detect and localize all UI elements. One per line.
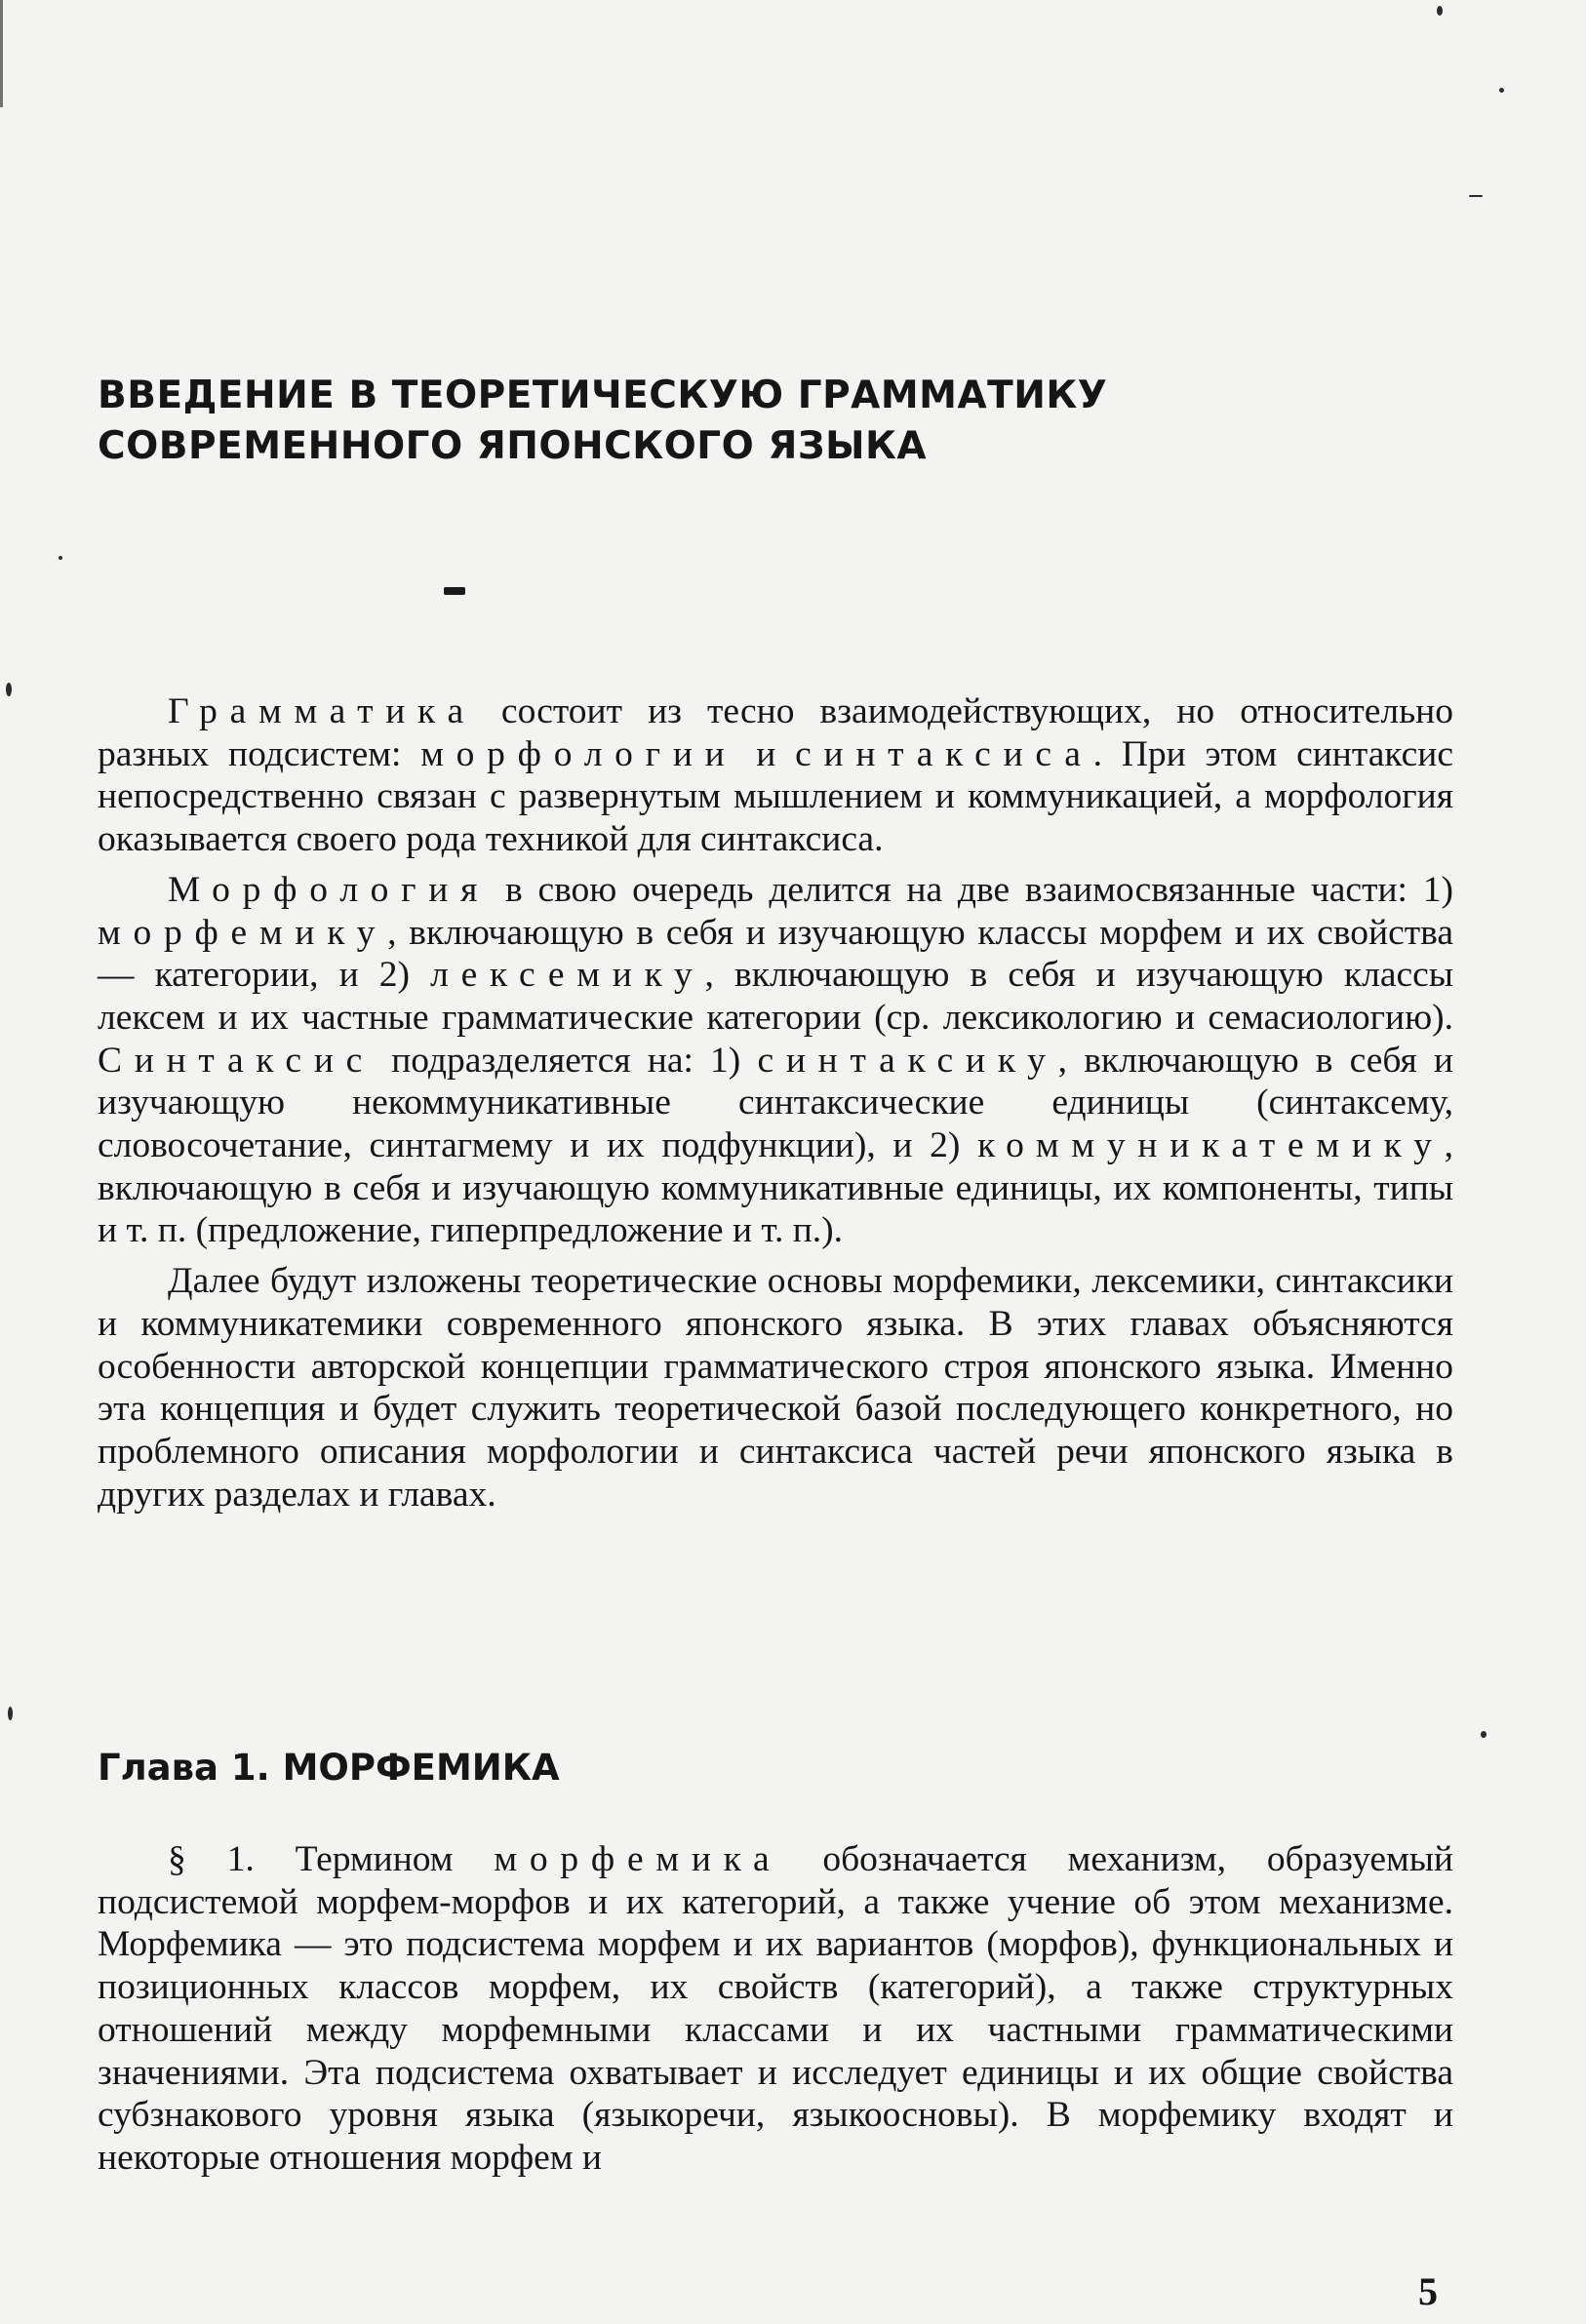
chapter-heading: Глава 1. МОРФЕМИКА [98, 1747, 560, 1789]
term-morphology: морфологии [420, 733, 737, 774]
book-title-line-2: СОВРЕМЕННОГО ЯПОНСКОГО ЯЗЫКА [98, 424, 928, 468]
scan-speck [1469, 195, 1483, 197]
term-morphemics: морфемику [98, 912, 388, 953]
scan-speck [1437, 6, 1443, 16]
introduction-text [98, 690, 1453, 1516]
term-morphemics-2: морфемика [494, 1839, 782, 1879]
term-grammar: Грамматика [168, 691, 476, 731]
intro-paragraph-1: Грамматика состоит из тесно взаимодействующих, но относительно разных подсистем: морфологии и синтаксиса. При этом синтаксис непосредственно связан с развернутым мышлением и коммуникацией, а морфология оказывается своего рода техникой для синтаксиса. [98, 691, 1453, 860]
term-morphology-2: Морфология [168, 869, 491, 910]
term-syntax: синтаксиса [795, 733, 1093, 774]
section-1-paragraph: § 1. Термином морфемика обозначается механизм, образуемый подсистемой морфем-морфов и их категорий, а также учение об этом механизме. Морфемика — это подсистема морфем и их вариантов (морфов), функциональных и позиционных классов морфем, их свойств (категорий), а также структурных отношений между морфемными классами и их частными грамматическими значениями. Эта подсистема охватывает и исследует единицы и их общие свойства субзнакового уровня языка (языкоречи, языкоосновы). В морфемику входят и некоторые отношения морфем и [98, 1839, 1453, 2178]
term-communicatemics: коммуникатемику [977, 1125, 1445, 1166]
book-title [98, 371, 1366, 472]
decorative-dash [444, 587, 465, 595]
term-syntax-2: Синтаксис [98, 1040, 376, 1081]
book-title-line-1: ВВЕДЕНИЕ В ТЕОРЕТИЧЕСКУЮ ГРАММАТИКУ [98, 374, 1108, 417]
page-number: 5 [1418, 2269, 1438, 2313]
intro-paragraph-3: Далее будут изложены теоретические основы морфемики, лексемики, синтаксики и коммуникатемики современного японского языка. В этих главах объясняются особенности авторской концепции грамматического строя японского языка. Именно эта концепция и будет служить теоретической базой последующего конкретного, но проблемного описания морфологии и синтаксиса частей речи японского языка в других разделах и главах. [98, 1261, 1453, 1515]
scan-speck [1499, 88, 1504, 93]
scan-speck [1481, 1731, 1487, 1738]
section-1-text [98, 1838, 1453, 2180]
term-syntaxics: синтаксику [757, 1040, 1058, 1081]
scan-speck [8, 1707, 13, 1720]
scan-speck [6, 683, 12, 696]
intro-paragraph-2: Морфология в свою очередь делится на две взаимосвязанные части: 1) морфемику, включающую в себя и изучающую классы морфем и их свойства — категории, и 2) лексемику, включающую в себя и изучающую классы лексем и их частные грамматические категории (ср. лексикологию и семасиологию). Синтаксис подразделяется на: 1) синтаксику, включающую в себя и изучающую некоммуникативные синтаксические единицы (синтаксему, словосочетание, синтагмему и их подфункции), и 2) коммуникатемику, включающую в себя и изучающую коммуникативные единицы, их компоненты, типы и т. п. (предложение, гиперпредложение и т. п.). [98, 869, 1453, 1251]
scan-speck [59, 556, 62, 560]
scan-edge-mark [0, 0, 12, 107]
term-lexemics: лексемику [430, 955, 705, 996]
